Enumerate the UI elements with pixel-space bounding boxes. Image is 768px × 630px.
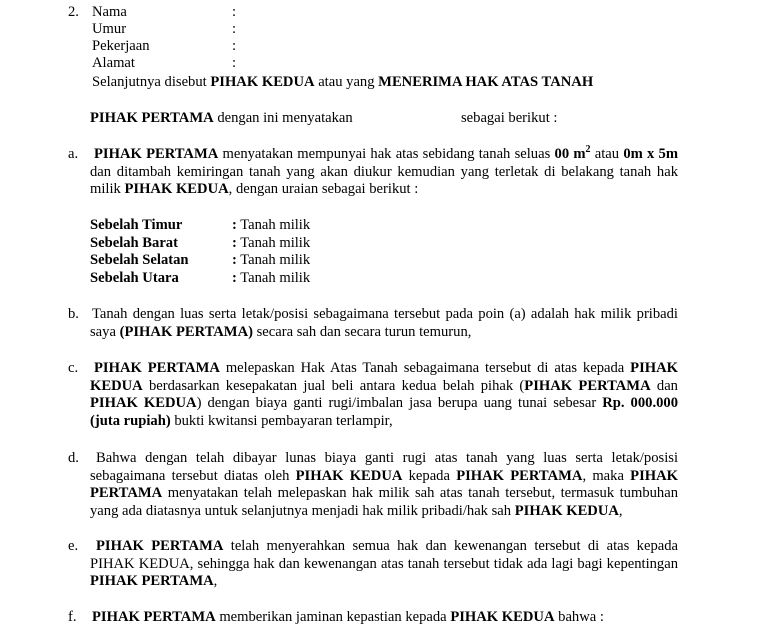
field-label-nama: Nama	[92, 4, 127, 20]
field-colon-pekerjaan: :	[232, 38, 237, 54]
party2-number: 2.	[68, 4, 79, 20]
declaration-line: PIHAK PERTAMA dengan ini menyatakan	[90, 110, 353, 126]
boundary-side-barat: Sebelah Barat	[90, 235, 178, 251]
field-label-pekerjaan: Pekerjaan	[92, 38, 150, 54]
field-colon-umur: :	[232, 21, 237, 37]
item-d-text: Bahwa dengan telah dibayar lunas biaya ganti rugi atas tanah yang luas serta letak/posisi sebagaimana tersebut diatas oleh PIHAK KEDUA kepada PIHAK PERTAMA, maka PIHAK PERTAMA menyatakan telah melepaskan hak milik sah atas tanah tersebut, termasuk tumbuhan yang ada diatasnya untuk selanjutnya menjadi hak milik pribadi/hak sah PIHAK KEDUA,	[90, 450, 678, 519]
field-label-umur: Umur	[92, 21, 127, 37]
party2-referred-line: Selanjutnya disebut PIHAK KEDUA atau yang MENERIMA HAK ATAS TANAH	[92, 74, 594, 90]
item-d-label: d.	[68, 450, 79, 466]
item-e-label: e.	[68, 538, 79, 554]
item-e-text: PIHAK PERTAMA telah menyerahkan semua hak dan kewenangan tersebut di atas kepada PIHAK KEDUA, sehingga hak dan kewenangan atas tanah tersebut tidak ada lagi bagi kepentingan PIHAK PERTAMA,	[90, 538, 678, 590]
field-label-alamat: Alamat	[92, 55, 135, 71]
boundary-value-barat: : Tanah milik	[232, 235, 311, 251]
boundary-side-utara: Sebelah Utara	[90, 270, 179, 286]
declaration-tail: sebagai berikut :	[461, 110, 558, 126]
boundary-side-selatan: Sebelah Selatan	[90, 252, 189, 268]
item-b-text: Tanah dengan luas serta letak/posisi sebagaimana tersebut pada poin (a) adalah hak milik pribadi saya (PIHAK PERTAMA) secara sah dan secara turun temurun,	[90, 306, 678, 340]
item-a-text: PIHAK PERTAMA menyatakan mempunyai hak atas sebidang tanah seluas 00 $m^2$ atau 0m x 5m dan ditambah kemiringan tanah yang akan diukur kemudian yang terletak di belakang tanah hak milik PIHAK KEDUA, dengan uraian sebagai berikut :	[90, 144, 678, 198]
item-b-label: b.	[68, 306, 79, 322]
boundary-value-utara: : Tanah milik	[232, 270, 311, 286]
item-c-text: PIHAK PERTAMA melepaskan Hak Atas Tanah sebagaimana tersebut di atas kepada PIHAK KEDUA berdasarkan kesepakatan jual beli antara kedua belah pihak (PIHAK PERTAMA dan PIHAK KEDUA) dengan biaya ganti rugi/imbalan jasa berupa uang tunai sebesar Rp. 000.000 (juta rupiah) bukti kwitansi pembayaran terlampir,	[90, 360, 678, 429]
item-a-label: a.	[68, 146, 79, 162]
field-colon-nama: :	[232, 4, 237, 20]
boundary-value-timur: : Tanah milik	[232, 217, 311, 233]
item-f-label: f.	[68, 609, 77, 625]
boundary-value-selatan: : Tanah milik	[232, 252, 311, 268]
item-f-text: PIHAK PERTAMA memberikan jaminan kepastian kepada PIHAK KEDUA bahwa :	[92, 609, 604, 625]
boundary-side-timur: Sebelah Timur	[90, 217, 183, 233]
field-colon-alamat: :	[232, 55, 237, 71]
item-c-label: c.	[68, 360, 79, 376]
